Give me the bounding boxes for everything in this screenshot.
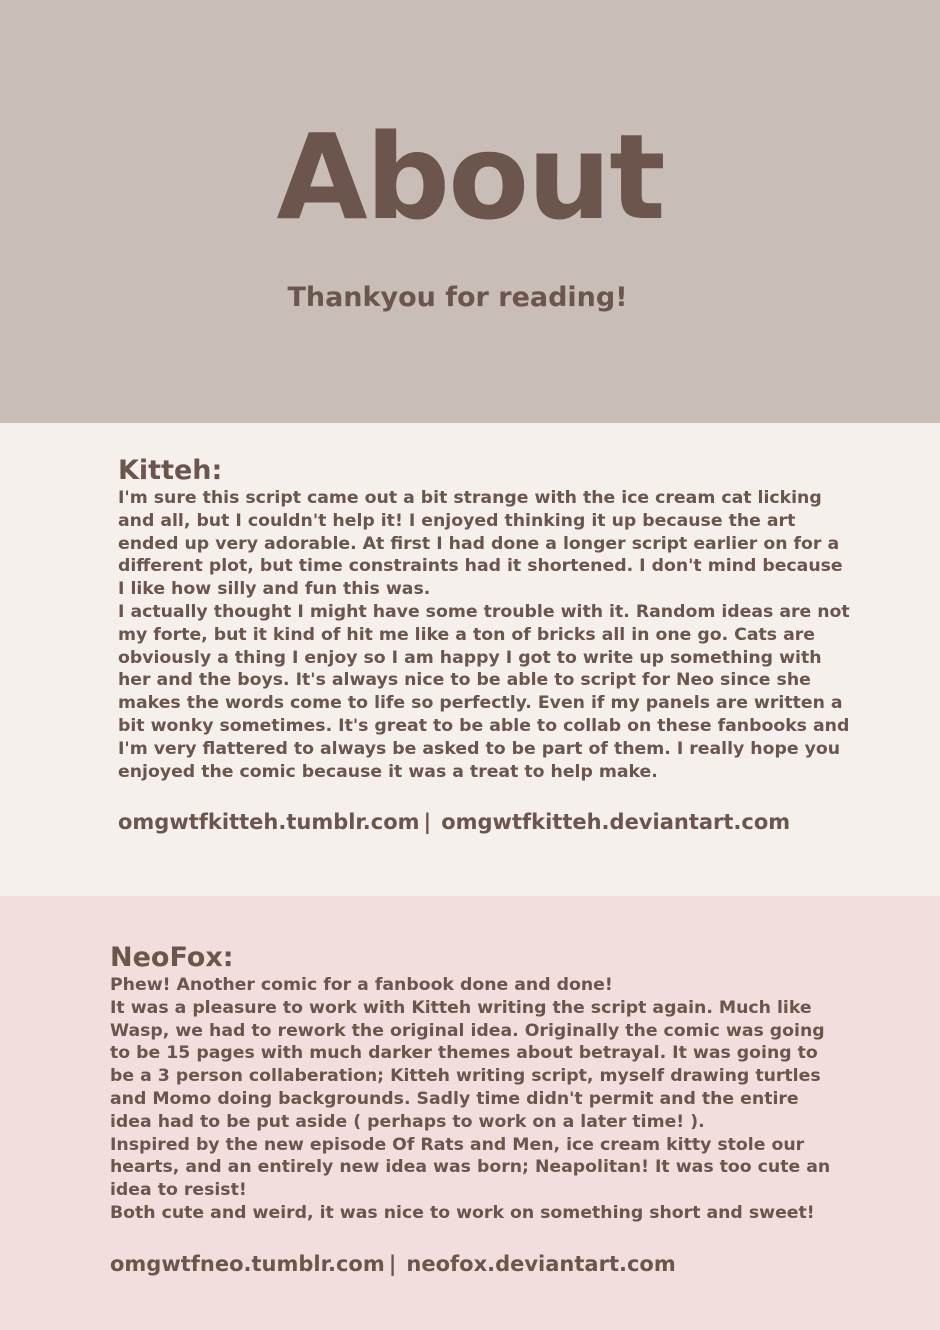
neofox-body: [110, 974, 830, 1225]
kitteh-line: ended up very adorable. At first I had done a longer script earlier on for a: [118, 533, 840, 554]
page-title: About: [276, 108, 664, 246]
kitteh-line: and all, but I couldn't help it! I enjoyed thinking it up because the art: [118, 510, 796, 531]
kitteh-line: my forte, but it kind of hit me like a ton of bricks all in one go. Cats are: [118, 624, 815, 645]
neofox-line: Wasp, we had to rework the original idea. Originally the comic was going: [110, 1020, 825, 1041]
kitteh-line: bit wonky sometimes. It's great to be able to collab on these fanbooks and: [118, 715, 850, 736]
neofox-tumblr-link[interactable]: omgwtfneo.tumblr.com: [110, 1251, 385, 1276]
kitteh-section: [118, 455, 850, 835]
neofox-line: Both cute and weird, it was nice to work on something short and sweet!: [110, 1202, 815, 1223]
kitteh-line: her and the boys. It's always nice to be able to script for Neo since she: [118, 670, 811, 691]
kitteh-line: obviously a thing I enjoy so I am happy I got to write up something with: [118, 647, 822, 668]
neofox-line: idea had to be put aside ( perhaps to work on a later time! ).: [110, 1111, 705, 1132]
kitteh-heading: Kitteh:: [118, 455, 223, 486]
kitteh-line: different plot, but time constraints had it shortened. I don't mind because: [118, 556, 843, 577]
neofox-line: hearts, and an entirely new idea was born; Neapolitan! It was too cute an: [110, 1157, 831, 1178]
kitteh-line: I like how silly and fun this was.: [118, 579, 431, 600]
link-separator: |: [423, 810, 432, 835]
page-subtitle: Thankyou for reading!: [287, 282, 628, 313]
kitteh-links: [118, 810, 838, 834]
neofox-deviantart-link[interactable]: neofox.deviantart.com: [406, 1251, 676, 1276]
neofox-line: Phew! Another comic for a fanbook done and done!: [110, 975, 613, 995]
kitteh-body: [118, 487, 850, 783]
neofox-line: Inspired by the new episode Of Rats and Men, ice cream kitty stole our: [110, 1134, 805, 1155]
neofox-line: It was a pleasure to work with Kitteh writing the script again. Much like: [110, 997, 812, 1018]
neofox-line: idea to resist!: [110, 1180, 247, 1201]
neofox-links: [110, 1252, 830, 1276]
kitteh-line: enjoyed the comic because it was a treat to help make.: [118, 761, 658, 782]
kitteh-line: I actually thought I might have some trouble with it. Random ideas are not: [118, 601, 850, 622]
neofox-line: and Momo doing backgrounds. Sadly time didn't permit and the entire: [110, 1088, 799, 1109]
header-band: [0, 0, 940, 423]
neofox-line: be a 3 person collaberation; Kitteh writing script, myself drawing turtles: [110, 1066, 821, 1087]
kitteh-deviantart-link[interactable]: omgwtfkitteh.deviantart.com: [441, 810, 791, 835]
neofox-heading: NeoFox:: [110, 942, 234, 973]
kitteh-tumblr-link[interactable]: omgwtfkitteh.tumblr.com: [118, 810, 420, 835]
neofox-line: to be 15 pages with much darker themes about betrayal. It was going to: [110, 1043, 818, 1064]
kitteh-line: I'm very flattered to always be asked to be part of them. I really hope you: [118, 738, 841, 759]
link-separator: |: [388, 1251, 397, 1276]
kitteh-line: I'm sure this script came out a bit strange with the ice cream cat licking: [118, 488, 822, 508]
neofox-section: [110, 942, 830, 1276]
kitteh-line: makes the words come to life so perfectly. Even if my panels are written a: [118, 693, 843, 714]
